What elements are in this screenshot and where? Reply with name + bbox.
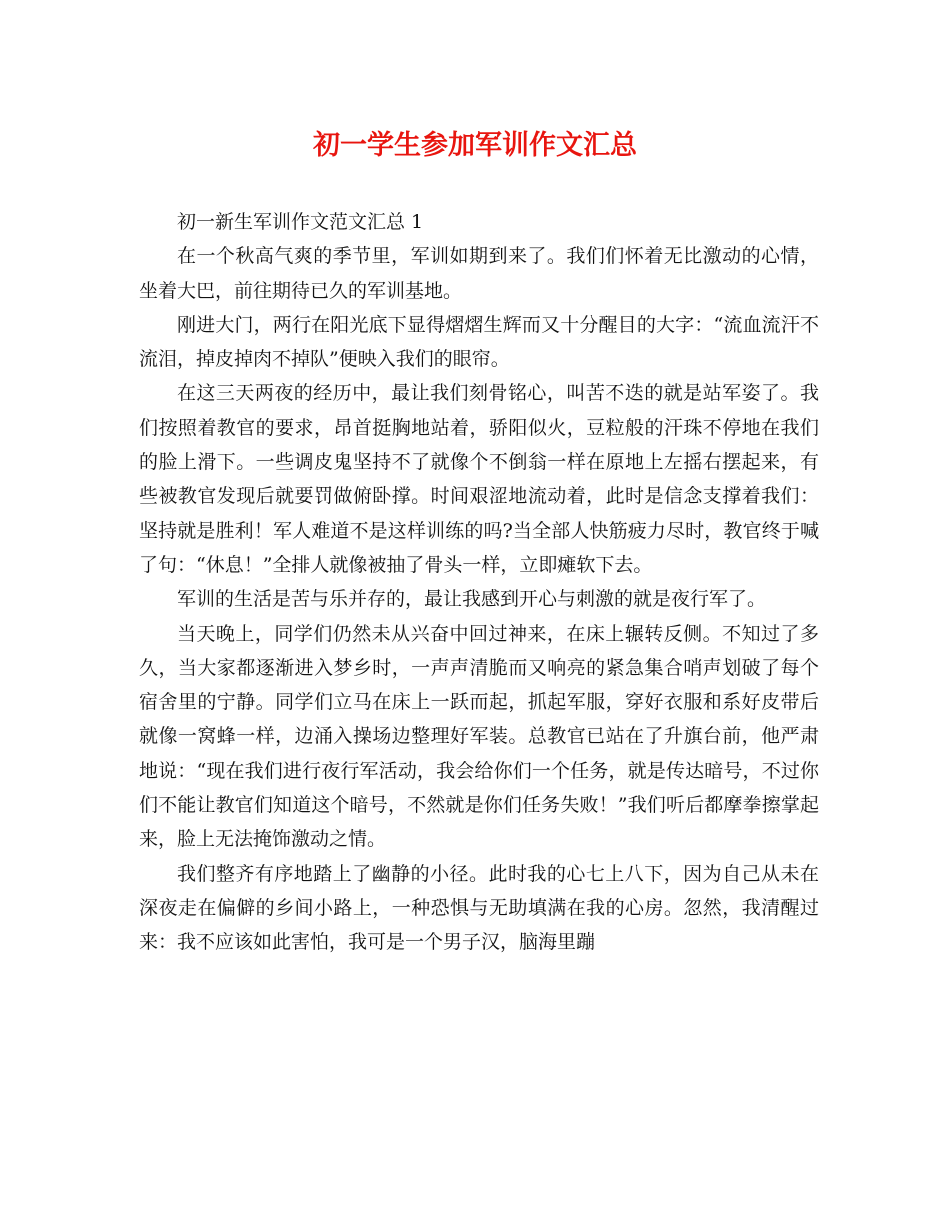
paragraph-6: 我们整齐有序地踏上了幽静的小径。此时我的心七上八下，因为自己从未在深夜走在偏僻的乡间小路上，一种恐惧与无助填满在我的心房。忽然，我清醒过来：我不应该如此害怕，我可是一个男子汉，脑海里蹦 (139, 862, 819, 954)
paragraph-3: 在这三天两夜的经历中，最让我们刻骨铭心，叫苦不迭的就是站军姿了。我们按照着教官的要求，昂首挺胸地站着，骄阳似火，豆粒般的汗珠不停地在我们的脸上滑下。一些调皮鬼坚持不了就像个不倒翁一样在原地上左摇右摆起来，有些被教官发现后就要罚做俯卧撑。时间艰涩地流动着，此时是信念支撑着我们：坚持就是胜利！军人难道不是这样训练的吗?当全部人快筋疲力尽时，教官终于喊了句：“休息！”全排人就像被抽了骨头一样，立即瘫软下去。 (139, 382, 819, 576)
paragraph-1: 在一个秋高气爽的季节里，军训如期到来了。我们们怀着无比激动的心情，坐着大巴，前往期待已久的军训基地。 (139, 245, 819, 302)
paragraph-5: 当天晚上，同学们仍然未从兴奋中回过神来，在床上辗转反侧。不知过了多久，当大家都逐渐进入梦乡时，一声声清脆而又响亮的紧急集合哨声划破了每个宿舍里的宁静。同学们立马在床上一跃而起，抓起军服，穿好衣服和系好皮带后就像一窝蜂一样，边涌入操场边整理好军装。总教官已站在了升旗台前，他严肃地说：“现在我们进行夜行军活动，我会给你们一个任务，就是传达暗号，不过你们不能让教官们知道这个暗号，不然就是你们任务失败！”我们听后都摩拳擦掌起来，脸上无法掩饰激动之情。 (139, 622, 819, 851)
section-heading: 初一新生军训作文范文汇总 1 (177, 211, 424, 233)
paragraph-4: 军训的生活是苦与乐并存的，最让我感到开心与刺激的就是夜行军了。 (177, 588, 767, 611)
paragraph-2: 刚进大门，两行在阳光底下显得熠熠生辉而又十分醒目的大字：“流血流汗不流泪，掉皮掉肉不掉队”便映入我们的眼帘。 (139, 313, 819, 371)
document-body (139, 205, 819, 960)
document-title: 初一学生参加军训作文汇总 (313, 130, 637, 161)
